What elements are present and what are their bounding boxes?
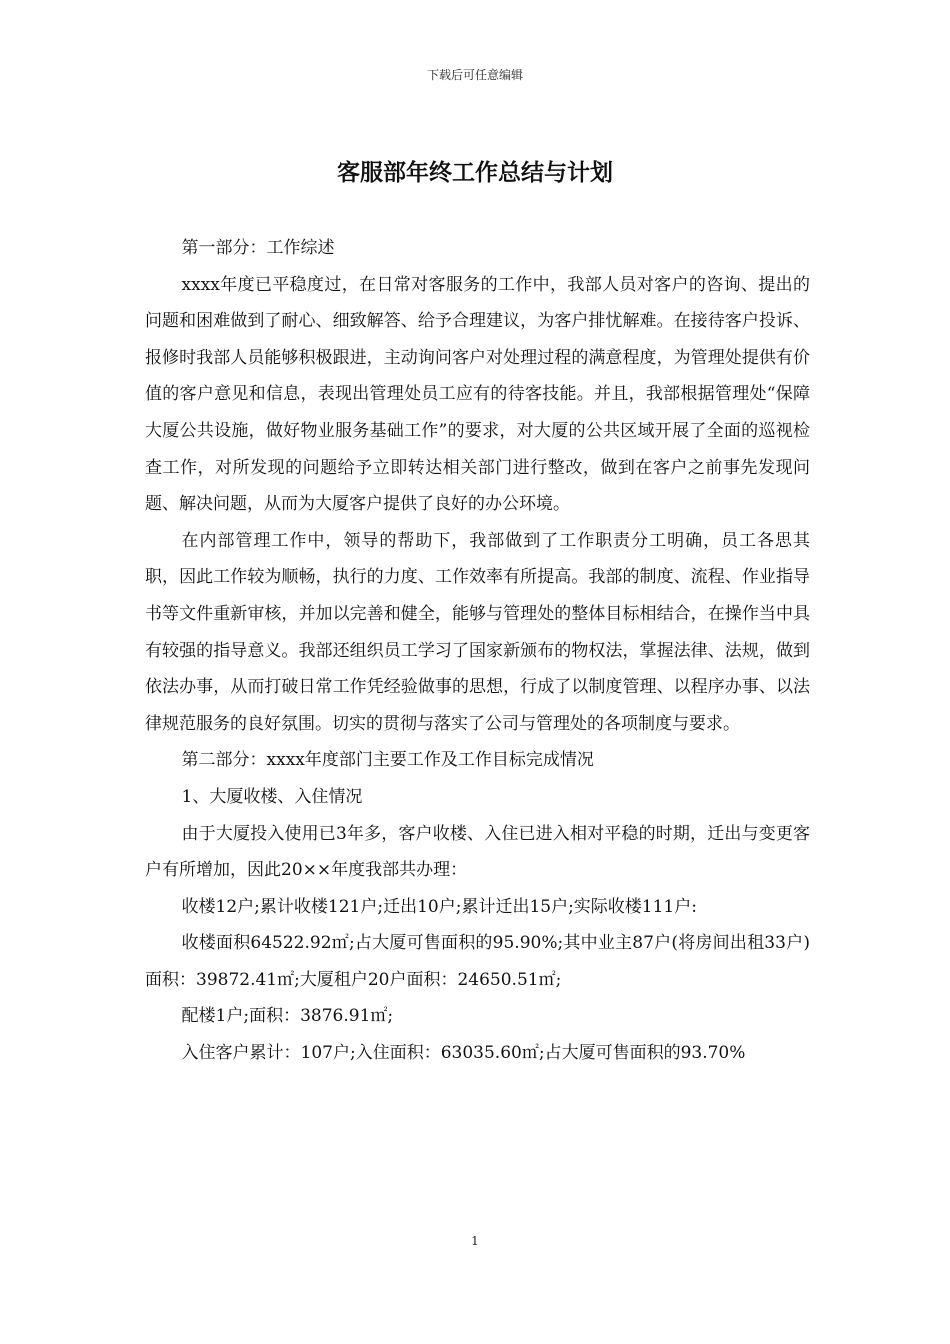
page-header: 下载后可任意编辑 xyxy=(426,68,523,82)
paragraph: 入住客户累计：107户;入住面积：63035.60㎡;占大厦可售面积的93.70% xyxy=(181,1043,746,1064)
paragraph: 配楼1户;面积：3876.91㎡; xyxy=(181,1006,394,1027)
paragraph: xxxx年度已平稳度过，在日常对客服务的工作中，我部人员对客户的咨询、提出的问题和困难做到了耐心、细致解答、给予合理建议，为客户排忧解难。在接待客户投诉、报修时我部人员能够积极跟进，主动询问客户对处理过程的满意程度，为管理处提供有价值的客户意见和信息，表现出管理处员工应有的待客技能。并且，我部根据管理处“保障大厦公共设施，做好物业服务基础工作”的要求，对大厦的公共区域开展了全面的巡视检查工作，对所发现的问题给予立即转达相关部门进行整改，做到在客户之前事先发现问题、解决问题，从而为大厦客户提供了良好的办公环境。 xyxy=(145,274,810,515)
paragraph: 在内部管理工作中，领导的帮助下，我部做到了工作职责分工明确，员工各思其职，因此工作较为顺畅，执行的力度、工作效率有所提高。我部的制度、流程、作业指导书等文件重新审核，并加以完善和健全，能够与管理处的整体目标相结合，在操作当中具有较强的指导意义。我部还组织员工学习了国家新颁布的物权法，掌握法律、法规，做到依法办事，从而打破日常工作凭经验做事的思想，行成了以制度管理、以程序办事、以法律规范服务的良好氛围。切实的贯彻与落实了公司与管理处的各项制度与要求。 xyxy=(145,530,810,734)
section-heading-1: 第一部分：工作综述 xyxy=(181,238,335,258)
paragraph: 收楼面积64522.92㎡;占大厦可售面积的95.90%;其中业主87户(将房间出租33户)面积：39872.41㎡;大厦租户20户面积：24650.51㎡; xyxy=(145,933,810,990)
paragraph: 由于大厦投入使用已3年多，客户收楼、入住已进入相对平稳的时期，迁出与变更客户有所增加，因此20××年度我部共办理： xyxy=(145,823,810,881)
document-title: 客服部年终工作总结与计划 xyxy=(337,160,613,186)
paragraph: 收楼12户;累计收楼121户;迁出10户;累计迁出15户;实际收楼111户: xyxy=(181,896,697,917)
subsection-heading: 1、大厦收楼、入住情况 xyxy=(181,786,363,807)
section-heading-2: 第二部分：xxxx年度部门主要工作及工作目标完成情况 xyxy=(181,750,594,771)
page-number: 1 xyxy=(471,1234,479,1248)
document-body xyxy=(145,230,810,1072)
